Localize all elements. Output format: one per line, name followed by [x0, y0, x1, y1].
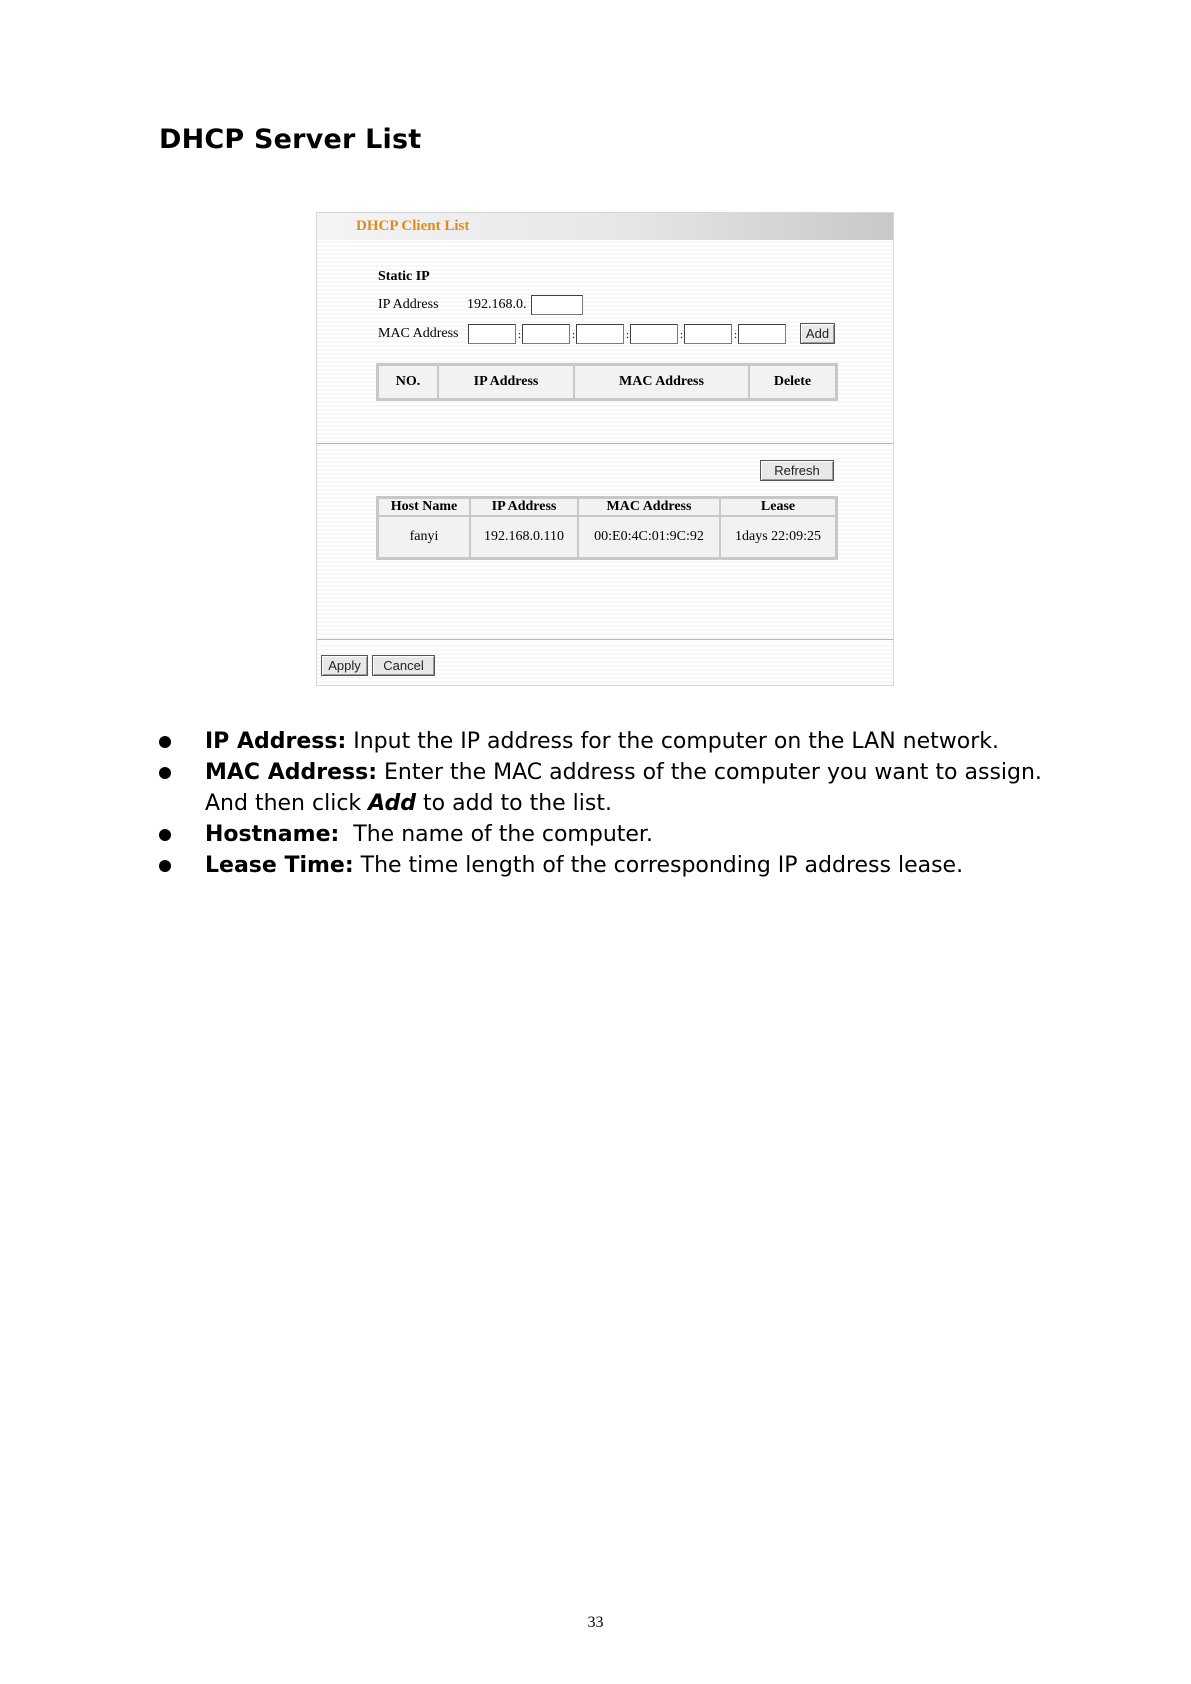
- ip-address-label: IP Address: [378, 297, 439, 312]
- ip-last-octet-input[interactable]: [531, 295, 583, 315]
- column-header-ip-address: IP Address: [438, 365, 574, 399]
- table-row: [378, 516, 836, 558]
- mac-octet-4-input[interactable]: [630, 324, 678, 344]
- mac-octet-6-input[interactable]: [738, 324, 786, 344]
- page-heading: DHCP Server List: [159, 124, 422, 155]
- column-header-mac-address: MAC Address: [574, 365, 749, 399]
- static-ip-title: Static IP: [378, 269, 430, 284]
- description-list: [159, 726, 1109, 881]
- bullet-icon: [159, 860, 171, 872]
- mac-octet-1-input[interactable]: [468, 324, 516, 344]
- lease-cell: 1days 22:09:25: [720, 516, 836, 558]
- column-header-delete: Delete: [749, 365, 836, 399]
- list-item-term: IP Address:: [205, 729, 347, 754]
- page-number: 33: [587, 1614, 604, 1631]
- list-item: [159, 819, 1109, 850]
- add-button[interactable]: Add: [800, 323, 835, 344]
- bullet-icon: [159, 767, 171, 779]
- mac-separator: :: [680, 329, 684, 341]
- apply-button[interactable]: Apply: [321, 655, 368, 676]
- list-item-text: Input the IP address for the computer on the LAN network.: [346, 729, 999, 754]
- column-header-mac-address: MAC Address: [578, 498, 720, 516]
- list-item-term: MAC Address:: [205, 760, 378, 785]
- section-divider: [317, 443, 893, 447]
- column-header-no: NO.: [378, 365, 438, 399]
- static-table-header-row: [378, 365, 836, 399]
- mac-address-cell: 00:E0:4C:01:9C:92: [578, 516, 720, 558]
- dhcp-client-list-panel: [316, 212, 894, 686]
- column-header-host-name: Host Name: [378, 498, 470, 516]
- mac-octet-3-input[interactable]: [576, 324, 624, 344]
- list-item: [159, 726, 1109, 757]
- list-item-text: Enter the MAC address of the computer you want to assign.: [377, 760, 1042, 785]
- list-item-text: And then click: [205, 791, 369, 816]
- list-item-text: The time length of the corresponding IP address lease.: [353, 853, 964, 878]
- panel-title: DHCP Client List: [356, 218, 470, 234]
- mac-separator: :: [572, 329, 576, 341]
- list-item: [159, 757, 1109, 788]
- cancel-button[interactable]: Cancel: [372, 655, 435, 676]
- refresh-button[interactable]: Refresh: [760, 460, 834, 481]
- list-item-text: The name of the computer.: [339, 822, 653, 847]
- bullet-icon: [159, 736, 171, 748]
- add-emphasis: Add: [368, 791, 417, 816]
- mac-separator: :: [734, 329, 738, 341]
- list-item-term: Lease Time:: [205, 853, 354, 878]
- ip-prefix: 192.168.0.: [467, 297, 527, 312]
- list-item-text: to add to the list.: [416, 791, 612, 816]
- section-divider: [317, 639, 893, 643]
- mac-octet-5-input[interactable]: [684, 324, 732, 344]
- bullet-icon: [159, 829, 171, 841]
- mac-octet-2-input[interactable]: [522, 324, 570, 344]
- mac-separator: :: [518, 329, 522, 341]
- column-header-ip-address: IP Address: [470, 498, 578, 516]
- dhcp-client-table: [376, 496, 838, 560]
- list-item-term: Hostname:: [205, 822, 340, 847]
- mac-separator: :: [626, 329, 630, 341]
- ip-address-cell: 192.168.0.110: [470, 516, 578, 558]
- static-ip-table: [376, 363, 838, 401]
- host-name-cell: fanyi: [378, 516, 470, 558]
- list-item-continuation: [159, 788, 1109, 819]
- client-table-header-row: [378, 498, 836, 516]
- list-item: [159, 850, 1109, 881]
- panel-header: [317, 213, 893, 240]
- mac-address-label: MAC Address: [378, 326, 459, 341]
- column-header-lease: Lease: [720, 498, 836, 516]
